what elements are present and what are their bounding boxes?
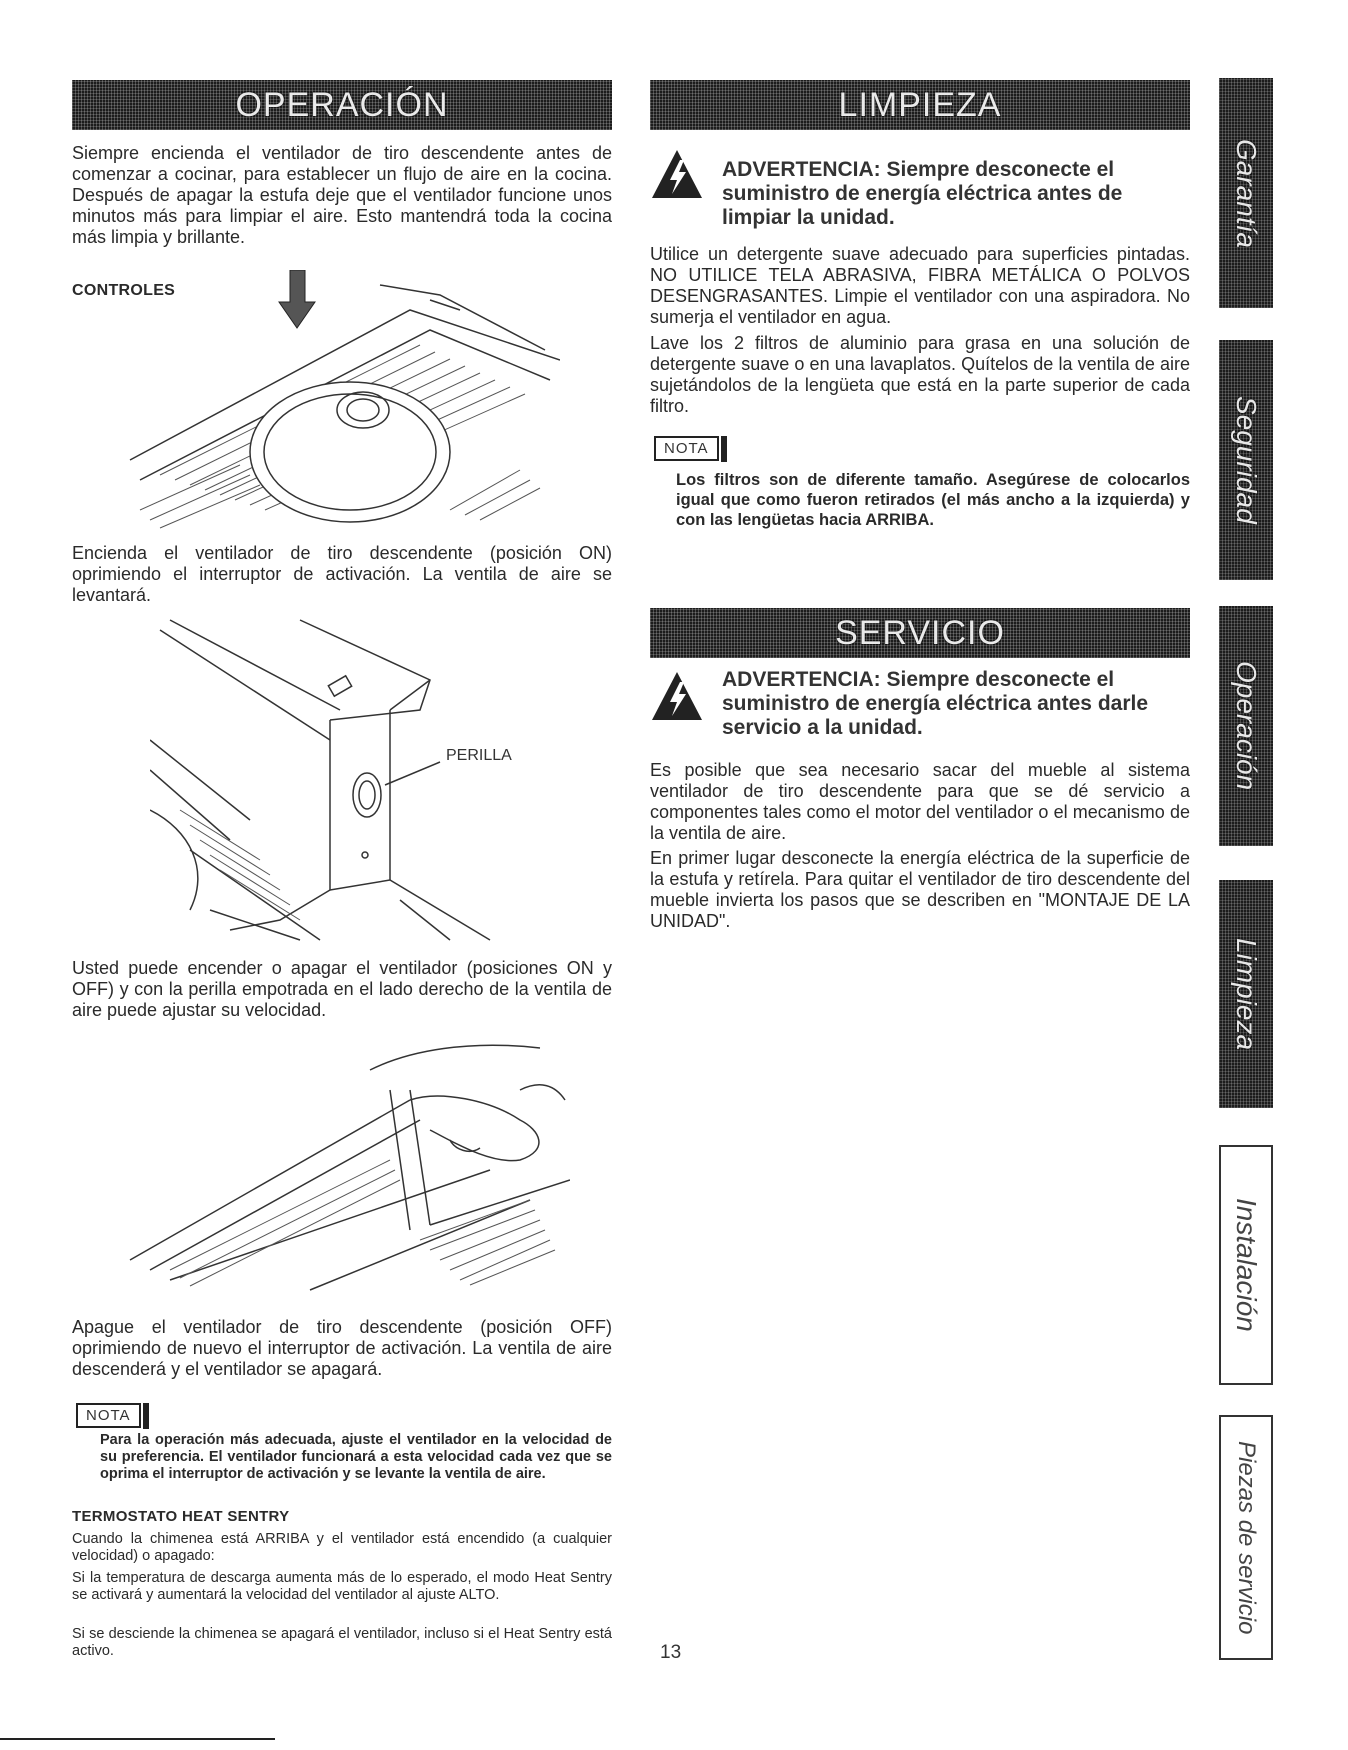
tab-limpieza-label: Limpieza — [1231, 937, 1262, 1051]
servicio-warning-icon — [650, 670, 704, 722]
servicio-p1: Es posible que sea necesario sacar del mueble al sistema ventilador de tiro descendente para que se dé servicio a componentes tales como el motor del ventilador o el mecanismo de la ventila de aire. — [650, 760, 1190, 843]
operacion-para-off: Apague el ventilador de tiro descendente (posición OFF) oprimiendo de nuevo el interruptor de activación. La ventila de aire descenderá y el ventilador se apagará. — [72, 1317, 612, 1379]
limpieza-nota-label: NOTA — [654, 436, 719, 461]
controls-illustration — [120, 270, 560, 540]
limpieza-warning-icon — [650, 148, 704, 200]
tab-instalacion-label: Instalación — [1231, 1198, 1262, 1332]
operacion-para-speed: Usted puede encender o apagar el ventilador (posiciones ON y OFF) y con la perilla empotrada en el lado derecho de la ventila de aire puede ajustar su velocidad. — [72, 958, 612, 1020]
tab-seguridad-label: Seguridad — [1231, 396, 1262, 524]
termostato-heading: TERMOSTATO HEAT SENTRY — [72, 1508, 290, 1525]
operacion-intro: Siempre encienda el ventilador de tiro descendente antes de comenzar a cocinar, para establecer un flujo de aire en la cocina. Después de apagar la estufa deje que el ventilador funcione unos minutos más para limpiar el aire. Esto mantendrá toda la cocina más limpia y brillante. — [72, 143, 612, 247]
tab-seguridad[interactable] — [1219, 340, 1273, 580]
limpieza-p1: Utilice un detergente suave adecuado para superficies pintadas. NO UTILICE TELA ABRASIVA, FIBRA METÁLICA O POLVOS DESENGRASANTES. Limpie el ventilador con una aspiradora. No sumerja el ventilador en agua. — [650, 244, 1190, 327]
operacion-nota-label: NOTA — [76, 1403, 141, 1428]
termostato-p1: Cuando la chimenea está ARRIBA y el ventilador está encendido (a cualquier velocidad) o apagado: — [72, 1531, 612, 1564]
operacion-para-on: Encienda el ventilador de tiro descendente (posición ON) oprimiendo el interruptor de activación. La ventila de aire se levantará. — [72, 543, 612, 605]
perilla-label: PERILLA — [446, 747, 512, 764]
hand-illustration — [110, 1030, 570, 1310]
tab-piezas-label: Piezas de servicio — [1233, 1440, 1260, 1635]
limpieza-title: LIMPIEZA — [838, 85, 1002, 124]
tab-limpieza[interactable] — [1219, 880, 1273, 1108]
tab-operacion-label: Operación — [1231, 661, 1262, 791]
controles-heading: CONTROLES — [72, 282, 176, 299]
limpieza-banner — [650, 80, 1190, 130]
tab-garantia-label: Garantía — [1231, 138, 1262, 248]
limpieza-warning: ADVERTENCIA: Siempre desconecte el suministro de energía eléctrica antes de limpiar la unidad. — [722, 158, 1123, 229]
operacion-banner — [72, 80, 612, 130]
limpieza-nota-text: Los filtros son de diferente tamaño. Asegúrese de colocarlos igual que como fueron retirados (el más ancho a la izquierda) y con las lengüetas hacia ARRIBA. — [676, 471, 1190, 529]
operacion-nota-text: Para la operación más adecuada, ajuste el ventilador en la velocidad de su preferencia. El ventilador funcionará a esta velocidad cada vez que se oprima el interruptor de activación y se levante la ventila de aire. — [100, 1432, 612, 1482]
limpieza-p2: Lave los 2 filtros de aluminio para grasa en una solución de detergente suave o en una lavaplatos. Quítelos de la ventila de aire sujetándolos de la lengüeta que está en la parte superior de cada filtro. — [650, 333, 1190, 416]
servicio-p2: En primer lugar desconecte la energía eléctrica de la superficie de la estufa y retírela. Para quitar el ventilador de tiro descendente del mueble invierta los pasos que se describen en "MONTAJE DE LA UNIDAD". — [650, 848, 1190, 931]
termostato-p2: Si la temperatura de descarga aumenta más de lo esperado, el modo Heat Sentry se activará y aumentará la velocidad del ventilador al ajuste ALTO. — [72, 1570, 612, 1603]
servicio-warning: ADVERTENCIA: Siempre desconecte el suministro de energía eléctrica antes darle servicio a la unidad. — [722, 668, 1149, 739]
operacion-title: OPERACIÓN — [235, 85, 449, 124]
page-number: 13 — [660, 1642, 682, 1663]
tab-operacion[interactable] — [1219, 606, 1273, 846]
footer-rule — [0, 1738, 275, 1740]
termostato-p3: Si se desciende la chimenea se apagará el ventilador, incluso si el Heat Sentry está activo. — [72, 1626, 612, 1659]
servicio-banner — [650, 608, 1190, 658]
servicio-title: SERVICIO — [835, 613, 1005, 652]
vent-knob-illustration — [150, 610, 550, 950]
tab-instalacion[interactable] — [1219, 1145, 1273, 1385]
tab-piezas-de-servicio[interactable] — [1219, 1415, 1273, 1660]
tab-garantia[interactable] — [1219, 78, 1273, 308]
